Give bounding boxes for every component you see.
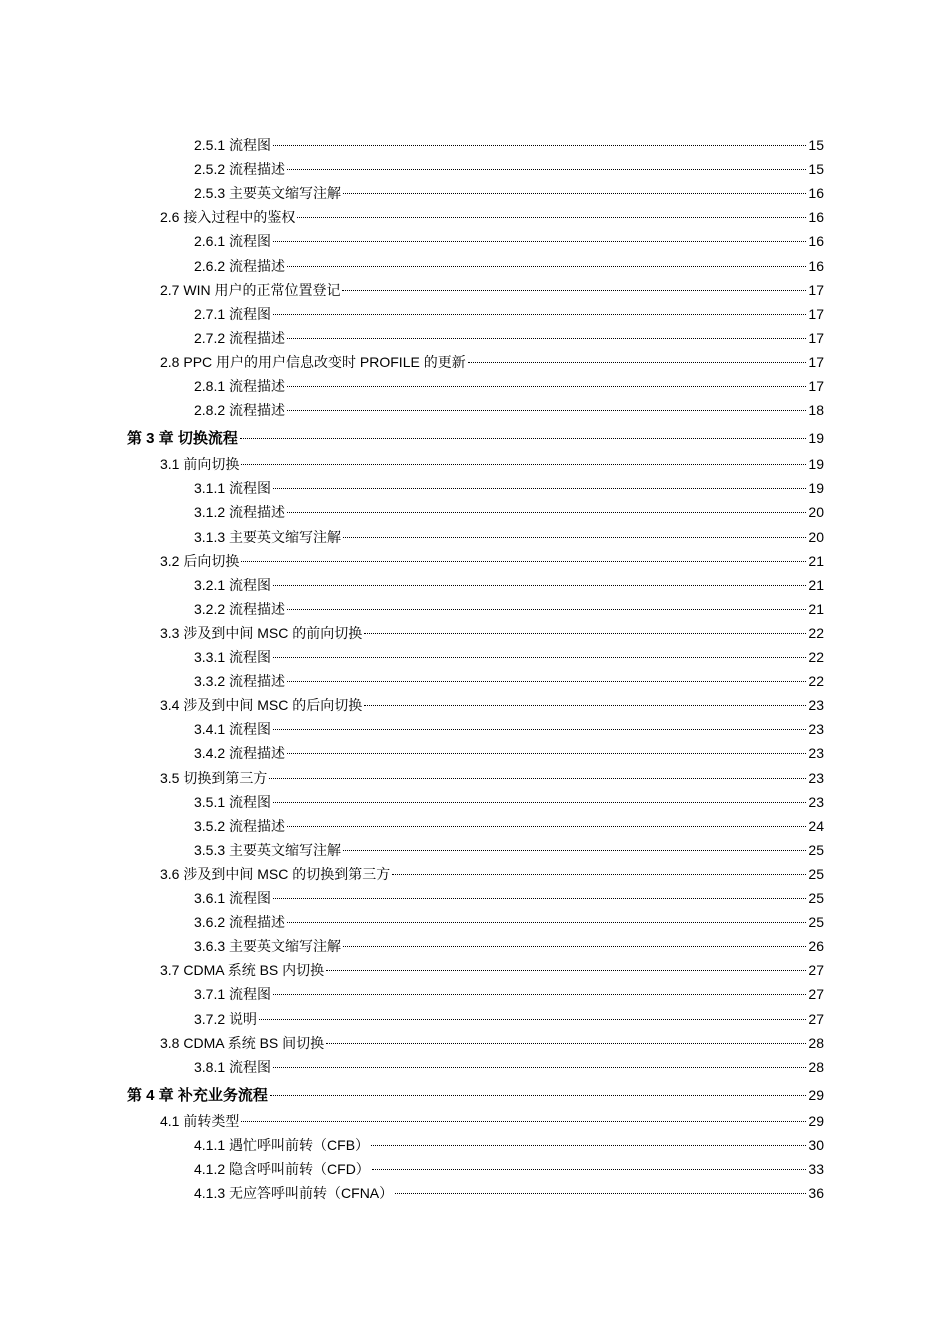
toc-entry-title: 2.6.1 流程图 — [194, 233, 272, 250]
toc-dot-leader — [269, 778, 806, 779]
toc-entry-title: 第 4 章 补充业务流程 — [127, 1086, 268, 1104]
toc-entry-title: 3.7.1 流程图 — [194, 986, 272, 1003]
toc-entry[interactable] — [194, 911, 824, 933]
toc-entry-page-number: 25 — [808, 865, 824, 882]
toc-entry[interactable] — [194, 399, 824, 421]
toc-dot-leader — [270, 1095, 807, 1096]
toc-entry[interactable] — [194, 526, 824, 548]
toc-dot-leader — [343, 193, 806, 194]
toc-entry-title: 2.6.2 流程描述 — [194, 257, 286, 274]
toc-entry[interactable] — [194, 935, 824, 957]
toc-entry-page-number: 26 — [808, 938, 824, 955]
toc-entry[interactable] — [194, 477, 824, 499]
toc-dot-leader — [364, 705, 806, 706]
toc-dot-leader — [241, 1121, 806, 1122]
toc-dot-leader — [343, 850, 806, 851]
toc-entry-page-number: 23 — [808, 745, 824, 762]
toc-entry-title: 第 3 章 切换流程 — [127, 430, 238, 448]
toc-entry-page-number: 17 — [808, 281, 824, 298]
toc-entry-title: 3.8 CDMA 系统 BS 间切换 — [160, 1034, 325, 1051]
toc-entry-page-number: 17 — [808, 305, 824, 322]
toc-entry[interactable] — [160, 279, 824, 301]
toc-entry[interactable] — [194, 815, 824, 837]
toc-entry-title: 2.8.2 流程描述 — [194, 402, 286, 419]
toc-entry[interactable] — [194, 670, 824, 692]
toc-entry-page-number: 22 — [808, 624, 824, 641]
toc-entry-title: 4.1 前转类型 — [160, 1112, 240, 1129]
toc-entry-title: 3.3 涉及到中间 MSC 的前向切换 — [160, 624, 363, 641]
toc-dot-leader — [326, 1043, 806, 1044]
toc-dot-leader — [273, 241, 806, 242]
toc-entry-page-number: 36 — [808, 1185, 824, 1202]
toc-entry[interactable] — [194, 646, 824, 668]
toc-entry[interactable] — [194, 574, 824, 596]
toc-dot-leader — [364, 633, 806, 634]
toc-entry-title: 2.7.1 流程图 — [194, 305, 272, 322]
toc-entry-title: 4.1.1 遇忙呼叫前转（CFB） — [194, 1136, 370, 1153]
toc-entry-page-number: 15 — [808, 137, 824, 153]
toc-dot-leader — [287, 386, 806, 387]
toc-entry-title: 2.5.3 主要英文缩写注解 — [194, 185, 342, 202]
toc-entry[interactable] — [194, 501, 824, 523]
toc-dot-leader — [342, 290, 806, 291]
toc-dot-leader — [259, 1019, 806, 1020]
toc-dot-leader — [241, 561, 806, 562]
toc-entry-page-number: 25 — [808, 890, 824, 906]
toc-dot-leader — [392, 874, 806, 875]
toc-entry[interactable] — [194, 134, 824, 156]
toc-entry-page-number: 25 — [808, 914, 824, 931]
toc-entry-title: 2.5.1 流程图 — [194, 137, 272, 153]
toc-entry-title: 4.1.3 无应答呼叫前转（CFNA） — [194, 1185, 394, 1202]
toc-entry-page-number: 29 — [808, 1112, 824, 1129]
toc-entry-title: 2.7.2 流程描述 — [194, 329, 286, 346]
toc-entry-title: 3.5.3 主要英文缩写注解 — [194, 841, 342, 858]
toc-entry-title: 3.2 后向切换 — [160, 552, 240, 569]
toc-entry[interactable] — [160, 863, 824, 885]
toc-entry[interactable] — [194, 983, 824, 1005]
toc-entry-page-number: 22 — [808, 649, 824, 665]
toc-entry[interactable] — [194, 791, 824, 813]
toc-dot-leader — [297, 217, 806, 218]
toc-dot-leader — [468, 362, 807, 363]
toc-dot-leader — [287, 410, 806, 411]
toc-entry-page-number: 24 — [808, 817, 824, 834]
toc-dot-leader — [273, 729, 806, 730]
toc-entry-page-number: 19 — [808, 430, 824, 447]
toc-entry-title: 3.4.2 流程描述 — [194, 745, 286, 762]
toc-dot-leader — [371, 1145, 806, 1146]
toc-entry-title: 3.1 前向切换 — [160, 456, 240, 473]
toc-entry[interactable] — [194, 1134, 824, 1156]
toc-dot-leader — [343, 946, 806, 947]
toc-entry-page-number: 15 — [808, 161, 824, 178]
toc-entry[interactable] — [194, 718, 824, 740]
toc-entry[interactable] — [194, 1056, 824, 1078]
toc-dot-leader — [287, 826, 806, 827]
toc-entry-page-number: 20 — [808, 504, 824, 521]
toc-entry[interactable] — [194, 303, 824, 325]
toc-entry-page-number: 21 — [808, 576, 824, 593]
toc-dot-leader — [273, 145, 806, 146]
toc-entry-title: 3.2.1 流程图 — [194, 576, 272, 593]
toc-entry[interactable] — [194, 1158, 824, 1180]
toc-entry-title: 3.5 切换到第三方 — [160, 769, 268, 786]
toc-entry-title: 3.2.2 流程描述 — [194, 600, 286, 617]
toc-entry[interactable] — [194, 742, 824, 764]
toc-entry[interactable] — [160, 550, 824, 572]
toc-dot-leader — [273, 994, 806, 995]
toc-dot-leader — [287, 512, 806, 513]
toc-entry-title: 3.5.1 流程图 — [194, 793, 272, 810]
toc-dot-leader — [273, 314, 806, 315]
toc-dot-leader — [395, 1193, 806, 1194]
toc-entry-title: 2.7 WIN 用户的正常位置登记 — [160, 281, 341, 298]
toc-entry-title: 2.5.2 流程描述 — [194, 161, 286, 178]
toc-entry[interactable] — [160, 622, 824, 644]
toc-entry-title: 2.8 PPC 用户的用户信息改变时 PROFILE 的更新 — [160, 353, 466, 370]
toc-entry-page-number: 22 — [808, 673, 824, 690]
toc-entry-page-number: 23 — [808, 697, 824, 714]
toc-entry-page-number: 27 — [808, 962, 824, 979]
toc-entry[interactable] — [194, 839, 824, 861]
toc-dot-leader — [287, 266, 806, 267]
toc-entry[interactable] — [194, 230, 824, 252]
toc-dot-leader — [287, 609, 806, 610]
toc-dot-leader — [343, 537, 806, 538]
toc-entry[interactable] — [194, 1182, 824, 1204]
toc-entry[interactable] — [194, 158, 824, 180]
toc-entry-page-number: 25 — [808, 841, 824, 858]
toc-dot-leader — [287, 753, 806, 754]
toc-entry-title: 3.6.3 主要英文缩写注解 — [194, 938, 342, 955]
toc-entry-page-number: 23 — [808, 769, 824, 786]
toc-entry[interactable] — [160, 694, 824, 716]
toc-entry-page-number: 20 — [808, 528, 824, 545]
toc-entry-page-number: 28 — [808, 1034, 824, 1051]
toc-entry-page-number: 27 — [808, 986, 824, 1003]
toc-entry-title: 2.8.1 流程描述 — [194, 378, 286, 394]
toc-entry-page-number: 16 — [808, 185, 824, 202]
toc-dot-leader — [273, 898, 806, 899]
toc-entry-title: 3.6.1 流程图 — [194, 890, 272, 906]
toc-dot-leader — [273, 1067, 806, 1068]
toc-entry[interactable] — [127, 1084, 824, 1106]
toc-entry[interactable] — [194, 375, 824, 397]
toc-entry-title: 3.7 CDMA 系统 BS 内切换 — [160, 962, 325, 979]
toc-entry-title: 3.1.3 主要英文缩写注解 — [194, 528, 342, 545]
toc-entry[interactable] — [160, 959, 824, 981]
toc-entry-title: 3.5.2 流程描述 — [194, 817, 286, 834]
toc-entry-page-number: 19 — [808, 456, 824, 473]
toc-entry-page-number: 16 — [808, 209, 824, 226]
toc-entry-title: 3.3.2 流程描述 — [194, 673, 286, 690]
toc-entry[interactable] — [194, 182, 824, 204]
toc-entry-page-number: 18 — [808, 402, 824, 419]
toc-entry-page-number: 19 — [808, 480, 824, 497]
toc-dot-leader — [287, 338, 806, 339]
toc-entry[interactable] — [194, 1008, 824, 1030]
toc-entry-page-number: 29 — [808, 1086, 824, 1103]
toc-dot-leader — [240, 438, 807, 439]
toc-entry-page-number: 17 — [808, 329, 824, 346]
toc-dot-leader — [273, 802, 806, 803]
toc-entry[interactable] — [194, 887, 824, 909]
toc-dot-leader — [273, 488, 806, 489]
toc-entry[interactable] — [194, 255, 824, 277]
toc-entry-page-number: 21 — [808, 600, 824, 617]
toc-entry-page-number: 17 — [808, 353, 824, 370]
toc-entry[interactable] — [160, 767, 824, 789]
toc-entry[interactable] — [160, 351, 824, 373]
toc-entry-page-number: 33 — [808, 1161, 824, 1177]
toc-entry-title: 3.7.2 说明 — [194, 1010, 258, 1027]
toc-entry[interactable] — [160, 1110, 824, 1132]
toc-dot-leader — [241, 464, 806, 465]
toc-entry-page-number: 30 — [808, 1136, 824, 1153]
toc-entry-title: 3.6 涉及到中间 MSC 的切换到第三方 — [160, 865, 391, 882]
toc-entry-title: 3.8.1 流程图 — [194, 1058, 272, 1075]
toc-entry-page-number: 16 — [808, 257, 824, 274]
toc-entry-title: 3.1.2 流程描述 — [194, 504, 286, 521]
toc-entry-title: 4.1.2 隐含呼叫前转（CFD） — [194, 1161, 370, 1177]
toc-dot-leader — [326, 970, 806, 971]
toc-dot-leader — [273, 657, 806, 658]
toc-entry-page-number: 28 — [808, 1058, 824, 1075]
toc-entry-page-number: 21 — [808, 552, 824, 569]
toc-entry[interactable] — [194, 598, 824, 620]
toc-entry[interactable] — [127, 427, 824, 449]
toc-entry-page-number: 16 — [808, 233, 824, 250]
toc-entry-title: 3.1.1 流程图 — [194, 480, 272, 497]
toc-entry-page-number: 23 — [808, 793, 824, 810]
toc-entry-title: 3.6.2 流程描述 — [194, 914, 286, 931]
toc-entry[interactable] — [160, 453, 824, 475]
toc-dot-leader — [287, 681, 806, 682]
toc-entry-title: 3.3.1 流程图 — [194, 649, 272, 665]
toc-entry-page-number: 27 — [808, 1010, 824, 1027]
toc-entry-page-number: 17 — [808, 378, 824, 394]
toc-dot-leader — [372, 1169, 807, 1170]
toc-dot-leader — [287, 922, 806, 923]
toc-entry-title: 2.6 接入过程中的鉴权 — [160, 209, 296, 226]
toc-entry[interactable] — [194, 327, 824, 349]
toc-entry-page-number: 23 — [808, 721, 824, 738]
toc-dot-leader — [287, 169, 806, 170]
toc-entry-title: 3.4 涉及到中间 MSC 的后向切换 — [160, 697, 363, 714]
toc-entry[interactable] — [160, 1032, 824, 1054]
toc-entry-title: 3.4.1 流程图 — [194, 721, 272, 738]
toc-entry[interactable] — [160, 206, 824, 228]
toc-dot-leader — [273, 585, 806, 586]
